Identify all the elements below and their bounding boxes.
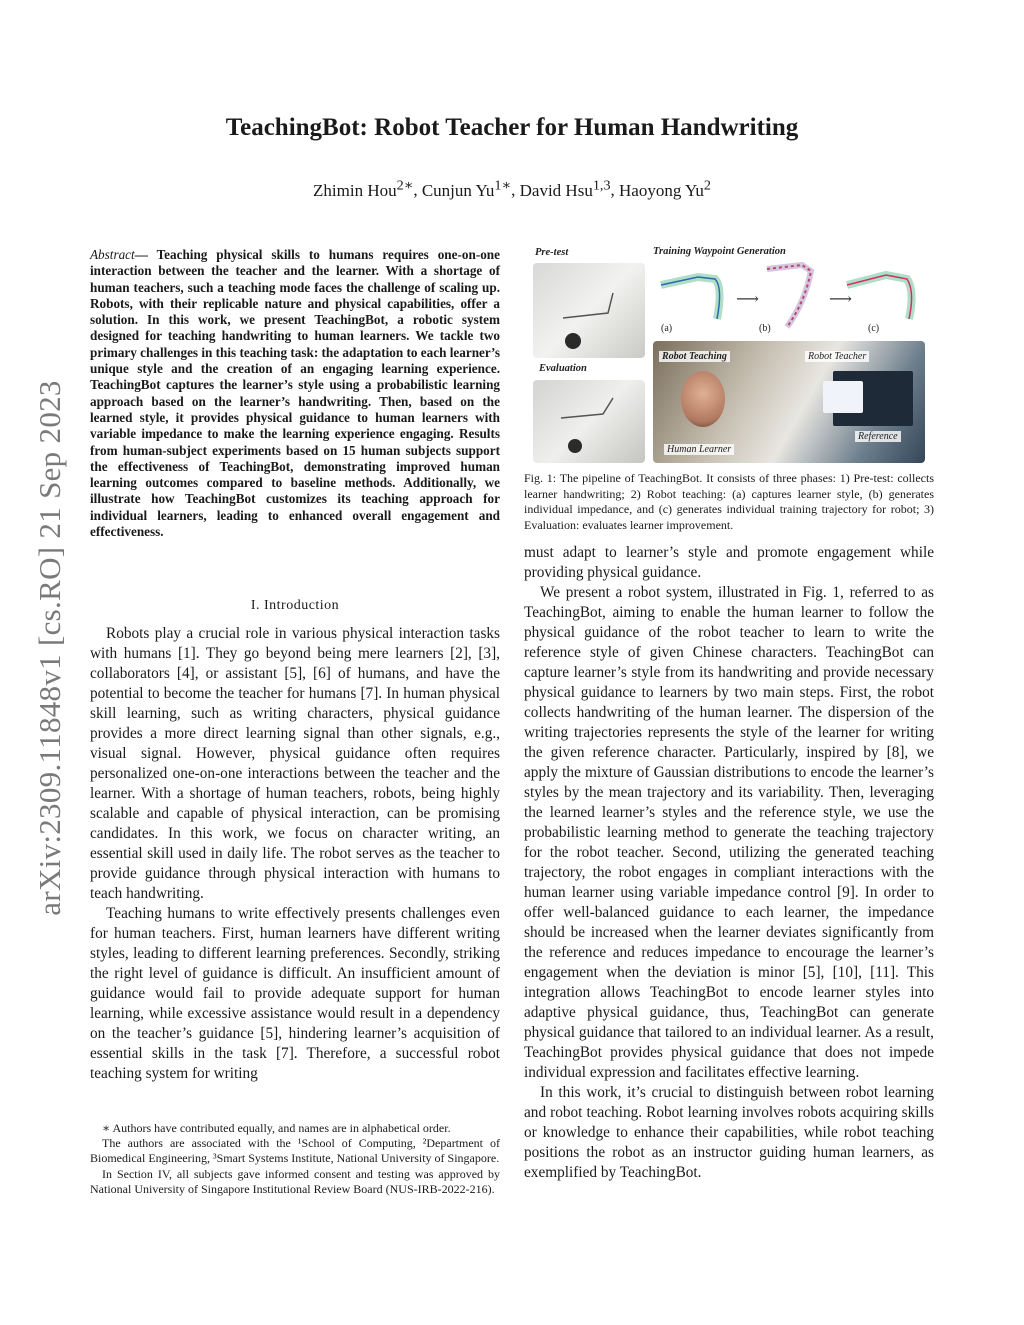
label-robot-teacher: Robot Teacher	[805, 351, 869, 362]
right-column-body	[524, 543, 934, 1183]
abstract-text: — Teaching physical skills to humans requires one-on-one interaction between the teacher and the learner. With a shortage of human teachers, such a teaching mode faces the challenge of scaling up. Robots, with their replicable nature and physical capabilities, offer a solution. In this work, we present TeachingBot, a robotic system designed for teaching handwriting to human learners. We tackle two primary challenges in this teaching task: the adaptation to each learner’s unique style and the creation of an engaging learning experience. TeachingBot captures the learner’s style using a probabilistic learning approach based on the learner’s handwriting. Then, based on the learned style, it provides physical guidance to human learners with variable impedance to make the learning experience engaging. Results from human-subject experiments based on 15 human subjects support the effectiveness of TeachingBot, demonstrating improved human learning outcomes compared to baseline methods. Additionally, we illustrate how TeachingBot customizes its teaching approach for individual learners, leading to enhanced overall engagement and effectiveness.	[90, 247, 501, 540]
label-evaluation: Evaluation	[539, 363, 587, 374]
footnotes	[90, 1121, 500, 1197]
footnote-2: The authors are associated with the ¹School of Computing, ²Department of Biomedical Engineering, ³Smart Systems Institute, National University of Singapore.	[90, 1136, 500, 1166]
label-robot-teaching: Robot Teaching	[659, 351, 730, 362]
right-paragraph-1: must adapt to learner’s style and promote engagement while providing physical guidance.	[524, 544, 934, 581]
evaluation-drawing-icon	[533, 380, 645, 463]
right-paragraph-3: In this work, it’s crucial to distinguish between robot learning and robot teaching. Robot learning involves robots acquiring skills or knowledge to enhance their capabilities, while robot teaching positions the robot as an instructor guiding human learners, as exemplified by TeachingBot.	[524, 1084, 934, 1181]
intro-paragraph-2: Teaching humans to write effectively presents challenges even for human teachers. First, human learners have different writing styles, leading to different learning preferences. Secondly, striking the right level of guidance is difficult. An insufficient amount of guidance would fail to provide adequate support for human learning, while excessive assistance would result in a dependency on the teacher’s guidance [5], hindering learner’s acquisition of essential skills in the task [7]. Therefore, a successful robot teaching system for writing	[90, 905, 500, 1082]
author-4: Haoyong Yu$^2$	[619, 177, 711, 200]
author-3: David Hsu$^{1,3}$	[519, 177, 611, 200]
footnote-1: ∗ Authors have contributed equally, and names are in alphabetical order.	[102, 1121, 451, 1135]
label-training: Training Waypoint Generation	[653, 246, 786, 257]
author-2: Cunjun $Yu^{1∗}$	[421, 177, 512, 200]
label-b: (b)	[759, 323, 771, 334]
arrow-icon: ⟶	[829, 291, 852, 308]
pretest-drawing-icon	[533, 263, 645, 358]
paper-title: TeachingBot: Robot Teacher for Human Handwriting	[225, 114, 799, 141]
label-c: (c)	[868, 323, 880, 334]
footnote-3: In Section IV, all subjects gave informed consent and testing was approved by National University of Singapore Institutional Review Board (NUS-IRB-2022-216).	[90, 1166, 500, 1196]
reference-tablet	[823, 381, 863, 413]
pretest-photo	[533, 263, 645, 358]
section-heading-introduction: I. Introduction	[250, 598, 340, 613]
arrow-icon: ⟶	[736, 291, 759, 308]
intro-paragraph-1: Robots play a crucial role in various physical interaction tasks with humans [1]. They go beyond being mere learners [2], [3], collaborators [4], or assistant [5], [6] of humans, and have the potential to become the teacher for humans [7]. In human physical skill learning, such as writing characters, physical guidance provides a more direct learning signal than other signals, e.g., visual signal. However, physical guidance often requires personalized one-on-one interactions between the teacher and the learner. With a shortage of human teachers, robots, being highly scalable and capable of physical interaction, can be promising candidates. In this work, we focus on character writing, an essential skill used in daily life. The robot serves as the teacher to provide guidance through physical interaction with humans to teach handwriting.	[90, 625, 500, 902]
arxiv-identifier: arXiv:2309.11848v1 [cs.RO] 21 Sep 2023	[32, 380, 67, 916]
trajectory-plot-c	[841, 257, 925, 337]
author-list: Zhimin Hou$^{2∗}$, Cunjun $Yu^{1∗}$, David Hsu$^{1,3}$, Haoyong Yu$^2$	[313, 177, 711, 200]
abstract	[90, 247, 500, 540]
human-learner-figure	[681, 371, 725, 427]
figure-1	[533, 243, 925, 463]
label-a: (a)	[661, 323, 673, 334]
author-1: Zhimin Hou$^{2∗}$	[313, 177, 414, 200]
label-reference: Reference	[855, 431, 901, 442]
evaluation-photo	[533, 380, 645, 463]
label-human-learner: Human Learner	[664, 444, 734, 455]
abstract-label: Abstract	[90, 247, 135, 262]
figure-1-caption: Fig. 1: The pipeline of TeachingBot. It consists of three phases: 1) Pre-test: collects learner handwriting; 2) Robot teaching: (a) captures learner style, (b) generates individual impedance, and (c) generates individual training trajectory for robot; 3) Evaluation: evaluates learner improvement.	[524, 471, 934, 532]
label-pretest: Pre-test	[535, 247, 569, 258]
right-paragraph-2: We present a robot system, illustrated in Fig. 1, referred to as TeachingBot, aiming to enable the human learner to follow the physical guidance of the robot teacher to learn to write the reference style of given Chinese characters. TeachingBot can capture learner’s style from its handwriting and provide necessary physical guidance to learners by two main steps. First, the robot collects handwriting of the human learner. The dispersion of the writing trajectories represents the style of the learner for writing the given reference character. Particularly, inspired by [8], we apply the mixture of Gaussian distributions to encode the learner’s styles by the mean trajectory and its variability. Then, leveraging the learned learner’s styles and the reference style, we use the probabilistic learning method to generate the teaching trajectory for the robot teacher. Second, utilizing the generated teaching trajectory, the robot engages in compliant interactions with the human learner using variable impedance control [9]. In order to offer well-balanced guidance to each learner, the impedance should be increased when the learner deviates significantly from the reference and reduces impedance to encourage the learner’s engagement when the deviation is minor [5], [10], [11]. This integration allows TeachingBot to encode learner styles into adaptive physical guidance, thus, TeachingBot can generate physical guidance that tailored to an individual learner. As a result, TeachingBot provides physical guidance that does not impede individual expression and facilitates effective learning.	[524, 584, 934, 1081]
introduction-body	[90, 624, 500, 1084]
